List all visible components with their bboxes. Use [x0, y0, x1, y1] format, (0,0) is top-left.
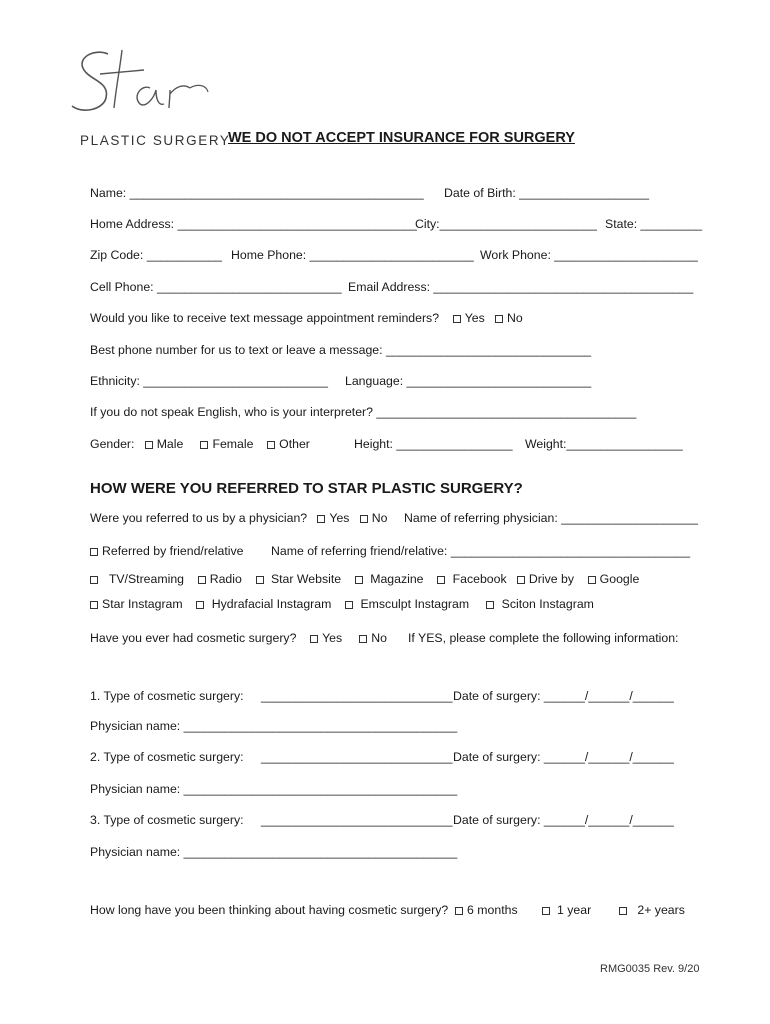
google-checkbox[interactable] [588, 576, 596, 584]
cosmetic-surgery-row [90, 631, 387, 645]
reminders-yes-label: Yes [464, 311, 485, 325]
surgery-2-date-field[interactable]: Date of surgery: ______/______/______ [453, 750, 674, 764]
email-field[interactable]: Email Address: ______________________________________ [348, 280, 694, 294]
other-label: Other [279, 437, 310, 451]
six-months-label: 6 months [467, 903, 518, 917]
friend-name-field[interactable]: Name of referring friend/relative: ___________________________________ [271, 544, 691, 558]
interpreter-field[interactable]: If you do not speak English, who is your interpreter? ______________________________________ [90, 405, 637, 419]
star-website-label: Star Website [270, 572, 342, 586]
female-label: Female [212, 437, 254, 451]
physician-yes-checkbox[interactable] [317, 515, 325, 523]
physician-yes-label: Yes [329, 511, 350, 525]
physician-no-checkbox[interactable] [360, 515, 368, 523]
star-instagram-checkbox[interactable] [90, 601, 98, 609]
surgery-2-physician-field[interactable]: Physician name: ________________________________________ [90, 782, 458, 796]
surgery-2-type-label: 2. Type of cosmetic surgery: [90, 750, 244, 764]
male-label: Male [156, 437, 184, 451]
thinking-question: How long have you been thinking about having cosmetic surgery? [90, 903, 449, 917]
surgery-1-type-label: 1. Type of cosmetic surgery: [90, 689, 244, 703]
star-instagram-label: Star Instagram [102, 597, 183, 611]
physician-referral-question: Were you referred to us by a physician? [90, 511, 308, 525]
drive-by-checkbox[interactable] [517, 576, 525, 584]
star-website-checkbox[interactable] [256, 576, 264, 584]
other-checkbox[interactable] [267, 441, 275, 449]
cosmetic-yes-checkbox[interactable] [310, 635, 318, 643]
male-checkbox[interactable] [145, 441, 153, 449]
hydrafacial-instagram-label: Hydrafacial Instagram [211, 597, 332, 611]
work-phone-field[interactable]: Work Phone: _____________________ [480, 248, 698, 262]
physician-referral-row [90, 511, 387, 525]
cosmetic-no-checkbox[interactable] [359, 635, 367, 643]
if-yes-instruction: If YES, please complete the following information: [408, 631, 679, 645]
one-year-checkbox[interactable] [542, 907, 550, 915]
language-field[interactable]: Language: ___________________________ [345, 374, 592, 388]
dob-field[interactable]: Date of Birth: ___________________ [444, 186, 650, 200]
six-months-checkbox[interactable] [455, 907, 463, 915]
ethnicity-field[interactable]: Ethnicity: ___________________________ [90, 374, 328, 388]
emsculpt-instagram-label: Emsculpt Instagram [360, 597, 470, 611]
gender-label: Gender: [90, 437, 135, 451]
one-year-label: 1 year [556, 903, 592, 917]
surgery-2-type-field[interactable]: ____________________________ [261, 750, 453, 764]
hydrafacial-instagram-checkbox[interactable] [196, 601, 204, 609]
referral-heading: HOW WERE YOU REFERRED TO STAR PLASTIC SURGERY? [90, 480, 523, 497]
surgery-1-physician-field[interactable]: Physician name: ________________________________________ [90, 719, 458, 733]
sources-row-1 [90, 572, 639, 586]
home-address-field[interactable]: Home Address: ___________________________________ [90, 217, 417, 231]
surgery-3-type-field[interactable]: ____________________________ [261, 813, 453, 827]
female-checkbox[interactable] [200, 441, 208, 449]
surgery-3-type-label: 3. Type of cosmetic surgery: [90, 813, 244, 827]
page-title: WE DO NOT ACCEPT INSURANCE FOR SURGERY [228, 130, 575, 146]
friend-referral-row [90, 544, 243, 558]
sciton-instagram-label: Sciton Instagram [501, 597, 594, 611]
cosmetic-yes-label: Yes [322, 631, 343, 645]
reminders-no-checkbox[interactable] [495, 315, 503, 323]
surgery-1-date-field[interactable]: Date of surgery: ______/______/______ [453, 689, 674, 703]
state-field[interactable]: State: _________ [605, 217, 703, 231]
logo-subtitle: PLASTIC SURGERY [80, 133, 231, 148]
city-field[interactable]: City:_______________________ [415, 217, 597, 231]
friend-referral-label: Referred by friend/relative [102, 544, 244, 558]
home-phone-field[interactable]: Home Phone: ________________________ [231, 248, 474, 262]
surgery-3-date-field[interactable]: Date of surgery: ______/______/______ [453, 813, 674, 827]
magazine-checkbox[interactable] [355, 576, 363, 584]
referring-physician-field[interactable]: Name of referring physician: ____________________ [404, 511, 698, 525]
sciton-instagram-checkbox[interactable] [486, 601, 494, 609]
facebook-label: Facebook [452, 572, 507, 586]
cosmetic-no-label: No [371, 631, 387, 645]
star-logo [70, 44, 215, 129]
gender-row [90, 437, 310, 451]
physician-no-label: No [371, 511, 388, 525]
cosmetic-surgery-question: Have you ever had cosmetic surgery? [90, 631, 297, 645]
facebook-checkbox[interactable] [437, 576, 445, 584]
surgery-3-physician-field[interactable]: Physician name: ________________________________________ [90, 845, 458, 859]
height-field[interactable]: Height: _________________ [354, 437, 513, 451]
reminders-no-label: No [507, 311, 523, 325]
zip-field[interactable]: Zip Code: ___________ [90, 248, 222, 262]
reminders-yes-checkbox[interactable] [453, 315, 461, 323]
magazine-label: Magazine [370, 572, 424, 586]
radio-label: Radio [209, 572, 242, 586]
name-field[interactable]: Name: ___________________________________________ [90, 186, 424, 200]
two-plus-years-checkbox[interactable] [619, 907, 627, 915]
star-logo-script-icon [70, 44, 215, 124]
cell-phone-field[interactable]: Cell Phone: ___________________________ [90, 280, 342, 294]
tv-streaming-checkbox[interactable] [90, 576, 98, 584]
weight-field[interactable]: Weight:_________________ [525, 437, 683, 451]
surgery-1-type-field[interactable]: ____________________________ [261, 689, 453, 703]
google-label: Google [599, 572, 640, 586]
text-reminders-question [90, 311, 523, 325]
tv-streaming-label: TV/Streaming [108, 572, 185, 586]
emsculpt-instagram-checkbox[interactable] [345, 601, 353, 609]
thinking-row [90, 903, 685, 917]
radio-checkbox[interactable] [198, 576, 206, 584]
drive-by-label: Drive by [528, 572, 574, 586]
sources-row-2 [90, 597, 594, 611]
revision-code: RMG0035 Rev. 9/20 [600, 963, 700, 975]
two-plus-years-label: 2+ years [637, 903, 685, 917]
text-reminders-label: Would you like to receive text message appointment reminders? [90, 311, 440, 325]
friend-referral-checkbox[interactable] [90, 548, 98, 556]
best-phone-field[interactable]: Best phone number for us to text or leave a message: ______________________________ [90, 343, 592, 357]
